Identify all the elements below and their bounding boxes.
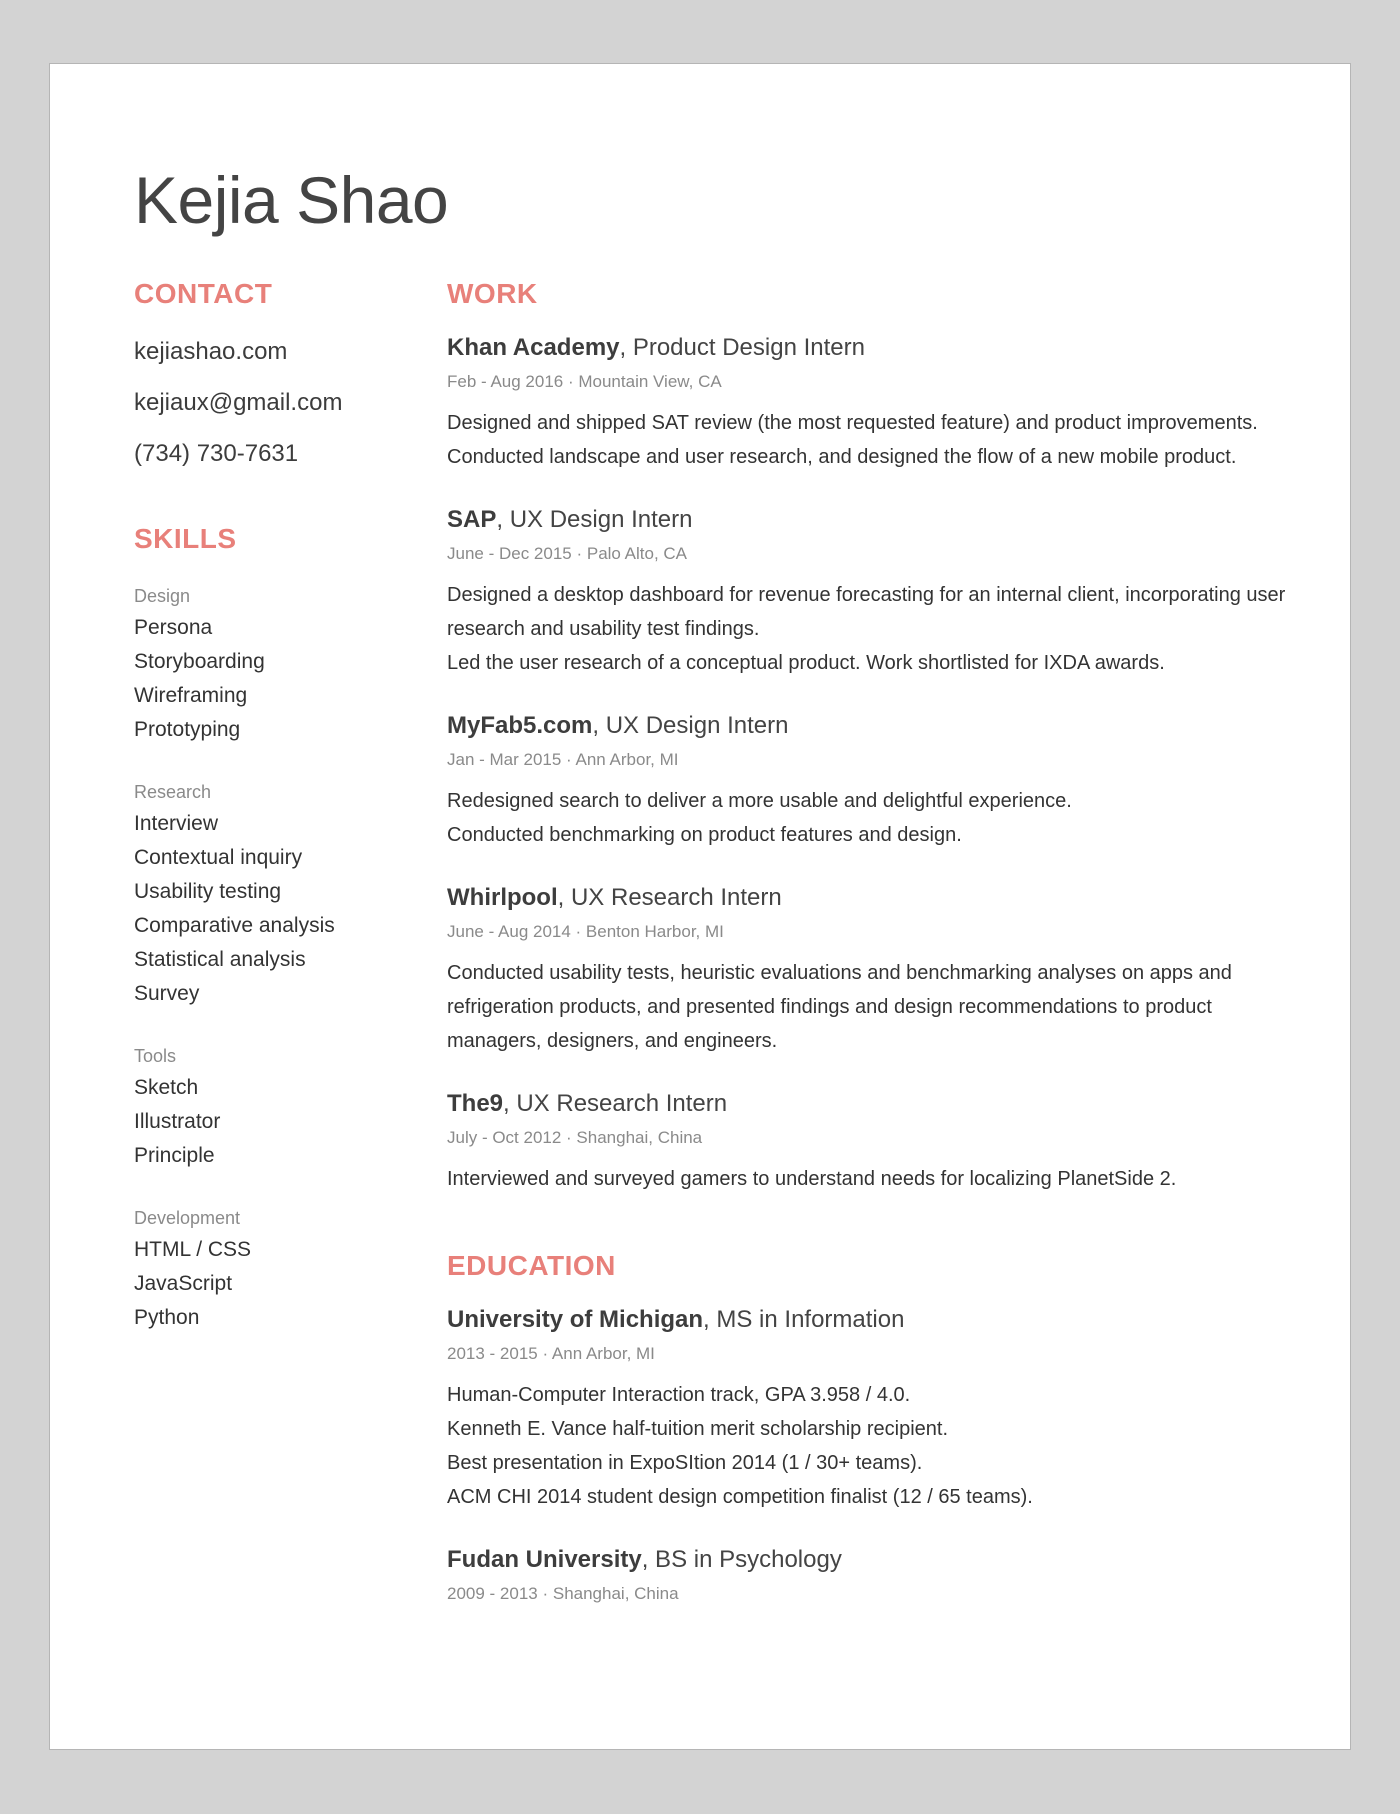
- entry-description: ACM CHI 2014 student design competition finalist (12 / 65 teams).: [447, 1486, 1033, 1508]
- entry-meta: July - Oct 2012 · Shanghai, China: [447, 1128, 703, 1147]
- entry-title: [447, 1084, 1287, 1124]
- skill-item: Survey: [134, 982, 200, 1005]
- skill-item: HTML / CSS: [134, 1238, 252, 1261]
- skill-item: Interview: [134, 812, 219, 835]
- entry-organization: MyFab5.com: [447, 712, 593, 739]
- skill-category: Development: [134, 1208, 241, 1228]
- skills-heading: SKILLS: [134, 523, 237, 554]
- entry-role: , MS in Information: [703, 1306, 905, 1333]
- skill-group: [134, 1041, 424, 1173]
- skill-group: [134, 777, 424, 1011]
- entry-organization: The9: [447, 1090, 504, 1117]
- work-entry: [447, 1084, 1287, 1196]
- work-list: [447, 328, 1287, 1196]
- entry-role: , UX Research Intern: [557, 884, 782, 911]
- entry-description: Conducted benchmarking on product features and design.: [447, 824, 962, 846]
- entry-title: [447, 878, 1287, 918]
- skill-item: Storyboarding: [134, 650, 265, 673]
- skill-category: Research: [134, 782, 212, 802]
- work-heading: WORK: [447, 278, 538, 309]
- education-entry: [447, 1300, 1287, 1514]
- entry-description: Kenneth E. Vance half-tuition merit scholarship recipient.: [447, 1418, 949, 1440]
- entry-meta: Feb - Aug 2016 · Mountain View, CA: [447, 372, 722, 391]
- skill-group: [134, 581, 424, 747]
- entry-organization: University of Michigan: [447, 1306, 704, 1333]
- entry-role: , BS in Psychology: [641, 1546, 842, 1573]
- resume-page: [49, 63, 1351, 1750]
- entry-description: Human-Computer Interaction track, GPA 3.958 / 4.0.: [447, 1384, 911, 1406]
- entry-role: , UX Research Intern: [503, 1090, 728, 1117]
- skill-group: [134, 1203, 424, 1335]
- entry-description: Conducted landscape and user research, and designed the flow of a new mobile product.: [447, 446, 1237, 468]
- work-entry: [447, 500, 1287, 680]
- entry-organization: Whirlpool: [447, 884, 558, 911]
- entry-role: , UX Design Intern: [592, 712, 789, 739]
- skill-item: Wireframing: [134, 684, 248, 707]
- skills-list: [134, 581, 424, 1335]
- skill-item: Usability testing: [134, 880, 282, 903]
- entry-organization: Khan Academy: [447, 334, 620, 361]
- entry-title: [447, 500, 1287, 540]
- entry-description: Redesigned search to deliver a more usable and delightful experience.: [447, 790, 1072, 812]
- skill-item: JavaScript: [134, 1272, 233, 1295]
- entry-title: [447, 1300, 1287, 1340]
- entry-description: Led the user research of a conceptual product. Work shortlisted for IXDA awards.: [447, 652, 1165, 674]
- entry-description: Best presentation in ExpoSItion 2014 (1 / 30+ teams).: [447, 1452, 923, 1474]
- entry-description: Conducted usability tests, heuristic evaluations and benchmarking analyses on apps and refrigeration products, and presented findings and design recommendations to product managers, designers, and engineers.: [447, 962, 1232, 1052]
- contact-website[interactable]: kejiashao.com: [134, 338, 288, 365]
- skill-item: Illustrator: [134, 1110, 221, 1133]
- skill-item: Contextual inquiry: [134, 846, 303, 869]
- skill-item: Persona: [134, 616, 213, 639]
- entry-meta: 2009 - 2013 · Shanghai, China: [447, 1584, 679, 1603]
- entry-organization: Fudan University: [447, 1546, 642, 1573]
- entry-role: , Product Design Intern: [619, 334, 865, 361]
- entry-description: Interviewed and surveyed gamers to understand needs for localizing PlanetSide 2.: [447, 1168, 1177, 1190]
- skill-item: Statistical analysis: [134, 948, 306, 971]
- entry-meta: June - Aug 2014 · Benton Harbor, MI: [447, 922, 724, 941]
- education-heading: EDUCATION: [447, 1250, 616, 1281]
- contact-phone[interactable]: (734) 730-7631: [134, 440, 299, 467]
- work-entry: [447, 328, 1287, 474]
- resume-name: Kejia Shao: [134, 163, 449, 237]
- entry-title: [447, 328, 1287, 368]
- entry-role: , UX Design Intern: [496, 506, 693, 533]
- entry-description: Designed and shipped SAT review (the most requested feature) and product improvements.: [447, 412, 1258, 434]
- entry-title: [447, 1540, 1287, 1580]
- contact-list: [134, 326, 424, 479]
- sidebar: [134, 274, 424, 1335]
- skill-item: Prototyping: [134, 718, 241, 741]
- contact-heading: CONTACT: [134, 278, 273, 309]
- education-list: [447, 1300, 1287, 1608]
- entry-meta: June - Dec 2015 · Palo Alto, CA: [447, 544, 688, 563]
- skill-item: Python: [134, 1306, 200, 1329]
- work-entry: [447, 878, 1287, 1058]
- entry-description: Designed a desktop dashboard for revenue forecasting for an internal client, incorporating user research and usability test findings.: [447, 584, 1286, 640]
- education-entry: [447, 1540, 1287, 1608]
- skill-item: Comparative analysis: [134, 914, 335, 937]
- entry-title: [447, 706, 1287, 746]
- entry-meta: 2013 - 2015 · Ann Arbor, MI: [447, 1344, 655, 1363]
- skill-item: Sketch: [134, 1076, 199, 1099]
- skill-item: Principle: [134, 1144, 215, 1167]
- work-entry: [447, 706, 1287, 852]
- main-column: [447, 274, 1287, 1618]
- contact-email[interactable]: kejiaux@gmail.com: [134, 389, 343, 416]
- entry-organization: SAP: [447, 506, 497, 533]
- skill-category: Design: [134, 586, 191, 606]
- skill-category: Tools: [134, 1046, 177, 1066]
- entry-meta: Jan - Mar 2015 · Ann Arbor, MI: [447, 750, 679, 769]
